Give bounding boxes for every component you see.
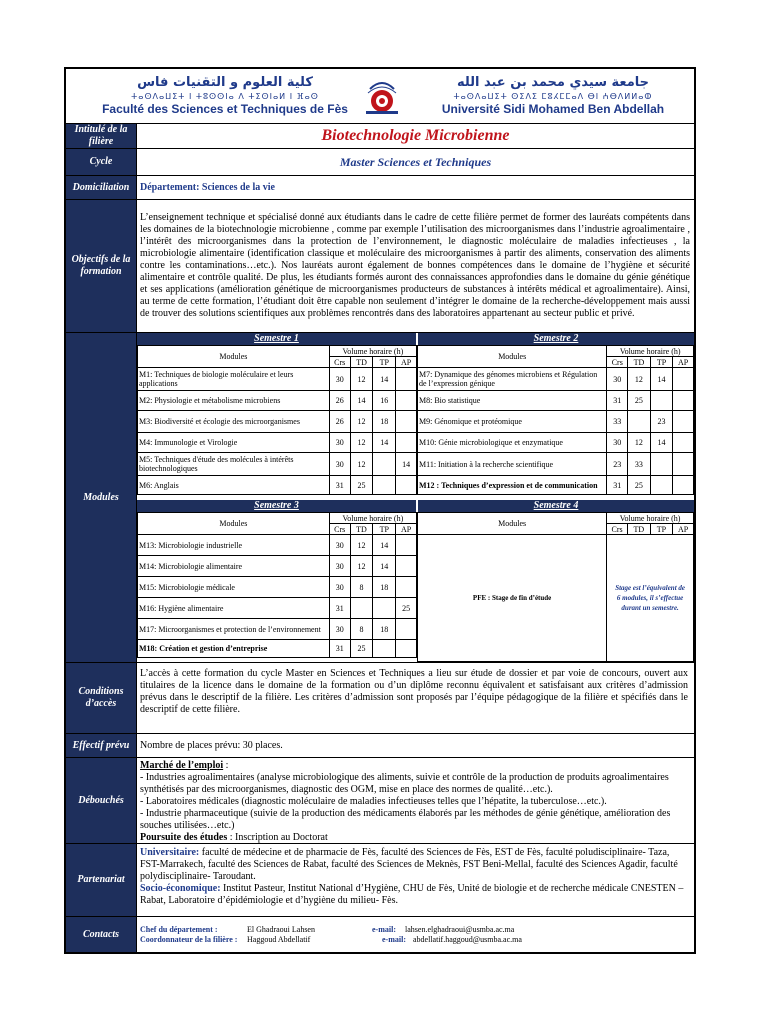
module-name: M3: Biodiversité et écologie des microorganismes [138, 411, 330, 433]
faculty-tifinagh-name: ⵜⴰⵙⴷⴰⵡⵉⵜ ⵏ ⵜⵓⵙⵙⵏⴰ ⴷ ⵜⵉⵙⵏⴰⵍ ⵏ ⴼⴰⵙ [131, 92, 319, 101]
table-row [138, 556, 417, 577]
table-row [138, 391, 417, 411]
module-ap-hours [396, 577, 417, 598]
cycle-value: Master Sciences et Techniques [339, 155, 492, 169]
s2-tp-header: TP [650, 357, 673, 368]
module-name: M12 : Techniques d’expression et de communication [418, 476, 607, 495]
row-objectifs [66, 199, 694, 332]
row-partenariat [66, 843, 694, 916]
module-name: M1: Techniques de biologie moléculaire et leurs applications [138, 368, 330, 391]
module-name: M13: Microbiologie industrielle [138, 535, 330, 556]
module-crs-hours: 23 [607, 453, 628, 476]
module-tp-hours: 14 [650, 433, 673, 453]
module-ap-hours [673, 411, 694, 433]
module-tp-hours: 14 [373, 368, 396, 391]
module-tp-hours: 14 [373, 535, 396, 556]
module-ap-hours [396, 476, 417, 495]
module-name: M8: Bio statistique [418, 391, 607, 411]
module-tp-hours: 14 [373, 556, 396, 577]
contact-chef-email[interactable]: lahsen.elghadraoui@usmba.ac.ma [405, 925, 515, 934]
module-td-hours: 25 [350, 476, 373, 495]
semester-4-title: Semestre 4 [418, 500, 694, 512]
module-name: M4: Immunologie et Virologie [138, 433, 330, 453]
partenariat-univ-text: faculté de médecine et de pharmacie de Fès, faculté des Sciences de Fès, EST de Fès, faculté poludisciplinaire- Taza, FST-Marrakech, faculté des Sciences de Rabat, faculté des Sciences de Meknès, FST Beni-Mellal, faculté des Sciences Agadir, faculté polydisciplinaire- Taroudant. [140, 847, 678, 882]
module-crs-hours: 26 [329, 411, 350, 433]
university-arabic-name: جامعة سيدي محمد بن عبد الله [456, 75, 650, 90]
label-filiere: Intitulé de la filière [66, 124, 137, 148]
partenariat-socio-title: Socio-économique: [140, 883, 221, 894]
module-name: M14: Microbiologie alimentaire [138, 556, 330, 577]
module-td-hours [628, 411, 651, 433]
module-td-hours: 12 [628, 433, 651, 453]
module-ap-hours [673, 453, 694, 476]
s3-ap-header: AP [396, 524, 417, 535]
debouches-marche-title: Marché de l’emploi [140, 760, 224, 771]
table-row [418, 368, 694, 391]
filiere-title: Biotechnologie Microbienne [321, 127, 510, 144]
module-crs-hours: 30 [329, 556, 350, 577]
s1-modules-header: Modules [138, 346, 330, 368]
table-row [418, 391, 694, 411]
module-td-hours [350, 598, 373, 619]
contact-chef-email-label: e-mail: [372, 925, 396, 934]
module-td-hours: 12 [350, 535, 373, 556]
module-tp-hours [373, 476, 396, 495]
row-domiciliation [66, 175, 694, 199]
s4-stage-note: Stage est l’équivalent de 6 modules, il s’effectue durant un semestre. [615, 584, 685, 612]
s3-volume-header: Volume horaire (h) [329, 513, 416, 524]
module-td-hours: 25 [350, 640, 373, 658]
module-crs-hours: 30 [607, 368, 628, 391]
university-latin-name: Université Sidi Mohamed Ben Abdellah [441, 102, 665, 116]
table-row [418, 433, 694, 453]
table-row [418, 476, 694, 495]
s4-td-header: TD [627, 524, 650, 535]
module-tp-hours [650, 453, 673, 476]
module-tp-hours [650, 391, 673, 411]
label-cycle: Cycle [66, 149, 137, 175]
module-td-hours: 12 [350, 433, 373, 453]
debouches-item-2: - Laboratoires médicales (diagnostic moléculaire de maladies infectieuses telles que l’hépatite, la tuberculose…etc.). [140, 796, 607, 807]
module-td-hours: 25 [628, 391, 651, 411]
label-modules: Modules [66, 333, 137, 662]
s3-tp-header: TP [373, 524, 396, 535]
table-row [138, 535, 417, 556]
row-filiere [66, 123, 694, 148]
label-objectifs: Objectifs de la formation [66, 200, 137, 332]
label-contacts: Contacts [66, 917, 137, 952]
module-crs-hours: 31 [607, 391, 628, 411]
s1-volume-header: Volume horaire (h) [329, 346, 416, 357]
module-name: M9: Génomique et protéomique [418, 411, 607, 433]
domiciliation-value: Département: Sciences de la vie [140, 181, 275, 193]
s3-modules-header: Modules [138, 513, 330, 535]
semester-2-title: Semestre 2 [418, 333, 694, 345]
table-row [418, 453, 694, 476]
semester-3-title: Semestre 3 [137, 500, 416, 512]
module-ap-hours [396, 391, 417, 411]
s2-td-header: TD [628, 357, 651, 368]
debouches-poursuite-title: Poursuite des études [140, 832, 228, 843]
module-crs-hours: 31 [329, 476, 350, 495]
module-tp-hours: 14 [373, 433, 396, 453]
s4-pfe: PFE : Stage de fin d’étude [472, 594, 552, 602]
s4-crs-header: Crs [607, 524, 628, 535]
module-tp-hours: 16 [373, 391, 396, 411]
fst-fes-logo-text [90, 75, 360, 116]
contact-chef-name: El Ghadraoui Lahsen [247, 925, 315, 934]
semester-1-title: Semestre 1 [137, 333, 416, 345]
semester-1-table [137, 345, 417, 495]
s1-tp-header: TP [373, 357, 396, 368]
label-domiciliation: Domiciliation [66, 176, 137, 199]
module-crs-hours: 30 [329, 433, 350, 453]
table-row [138, 619, 417, 640]
module-ap-hours [396, 535, 417, 556]
debouches-item-1: - Industries agroalimentaires (analyse microbiologique des aliments, suivie et contrôle de la production de produits agroalimentaires synthétisés par des microorganismes, diagnostic des OGM, mise en place des normes de qualité…etc.). [140, 772, 669, 795]
module-name: M10: Génie microbiologique et enzymatique [418, 433, 607, 453]
s1-td-header: TD [350, 357, 373, 368]
label-debouches: Débouchés [66, 758, 137, 843]
row-effectif [66, 733, 694, 757]
table-row [138, 577, 417, 598]
module-tp-hours [650, 476, 673, 495]
module-td-hours: 33 [628, 453, 651, 476]
debouches-marche-colon: : [223, 760, 229, 771]
partenariat-socio-text: Institut Pasteur, Institut National d’Hygiène, CHU de Fès, Unité de biologie et de recherche médicale CNESTEN – Rabat, Laboratoire d’épidémiologie et d’hygiène du milieu- Fès. [140, 883, 684, 906]
module-name: M11: Initiation à la recherche scientifique [418, 453, 607, 476]
semester-3-table [137, 512, 417, 658]
module-ap-hours [673, 476, 694, 495]
module-crs-hours: 30 [329, 453, 350, 476]
module-ap-hours [673, 433, 694, 453]
semester-4-table [417, 512, 694, 662]
module-tp-hours [373, 453, 396, 476]
module-ap-hours: 25 [396, 598, 417, 619]
module-td-hours: 25 [628, 476, 651, 495]
module-ap-hours [396, 640, 417, 658]
document-frame [64, 67, 696, 954]
module-td-hours: 12 [350, 368, 373, 391]
s2-modules-header: Modules [418, 346, 607, 368]
module-td-hours: 12 [350, 453, 373, 476]
s2-crs-header: Crs [607, 357, 628, 368]
partenariat-univ-title: Universitaire: [140, 847, 200, 858]
university-emblem-icon [362, 75, 402, 117]
module-crs-hours: 30 [329, 535, 350, 556]
module-ap-hours [396, 556, 417, 577]
s4-volume-header: Volume horaire (h) [607, 513, 694, 524]
module-name: M7: Dynamique des génomes microbiens et Régulation de l’expression génique [418, 368, 607, 391]
s4-modules-header: Modules [418, 513, 607, 535]
s2-ap-header: AP [673, 357, 694, 368]
module-ap-hours: 14 [396, 453, 417, 476]
semester-2-table [417, 345, 694, 495]
module-crs-hours: 30 [329, 619, 350, 640]
module-crs-hours: 33 [607, 411, 628, 433]
table-row [138, 598, 417, 619]
table-row [138, 640, 417, 658]
module-crs-hours: 31 [607, 476, 628, 495]
row-modules [66, 332, 694, 662]
module-td-hours: 12 [350, 556, 373, 577]
s1-crs-header: Crs [329, 357, 350, 368]
module-ap-hours [396, 433, 417, 453]
module-name: M5: Techniques d'étude des molécules à intérêts biotechnologiques [138, 453, 330, 476]
module-crs-hours: 30 [329, 577, 350, 598]
module-td-hours: 14 [350, 391, 373, 411]
debouches-item-3: - Industrie pharmaceutique (suivie de la production des médicaments élaborés par les méthodes de génie génétique, amélioration des souches utilisées…etc.) [140, 808, 671, 831]
module-name: M2: Physiologie et métabolisme microbiens [138, 391, 330, 411]
row-cycle [66, 148, 694, 175]
module-tp-hours [373, 640, 396, 658]
s3-td-header: TD [350, 524, 373, 535]
table-row [138, 453, 417, 476]
module-crs-hours: 31 [329, 640, 350, 658]
module-ap-hours [673, 391, 694, 411]
s4-tp-header: TP [650, 524, 673, 535]
module-ap-hours [396, 368, 417, 391]
module-td-hours: 12 [350, 411, 373, 433]
row-contacts [66, 916, 694, 952]
row-conditions [66, 662, 694, 733]
objectifs-text: L’enseignement technique et spécialisé donné aux étudiants dans le cadre de cette filière permet de former des lauréats compétents dans les domaines de la biotechnologie microbienne , comme par exemple l’utilisation des microorganismes dans l’industrie agroalimentaire , l’intérêt des microorganismes dans la protection de l’environnement, le diagnostic moléculaire de maladies infectieuses , la microbiologie alimentaire (identification classique et moléculaire des microorganismes à partir des aliments, conservation des aliments contre les contaminations…etc.). Nos lauréats auront également de bonnes compétences dans le domaine de l’hygiène et sécurité alimentaire et contrôle qualité. De plus, les étudiants formés auront des connaissances approfondies dans le domaine du génie génétique et ses applications (amélioration génétique de microorganismes producteurs de substances à intérêts médical et agroalimentaire). Ainsi, au terme de cette formation, l’étudiant doit être capable non seulement d’intégrer le domaine de la recherche-développement mais aussi de trouver des solutions scientifiques aux problèmes rencontrés dans des laboratoires appartenant au secteur public et privé. [140, 212, 690, 319]
usmba-logo-text [428, 75, 678, 116]
row-debouches [66, 757, 694, 843]
module-tp-hours: 18 [373, 577, 396, 598]
module-tp-hours: 18 [373, 619, 396, 640]
table-row [138, 476, 417, 495]
s1-ap-header: AP [396, 357, 417, 368]
table-row [138, 411, 417, 433]
module-name: M15: Microbiologie médicale [138, 577, 330, 598]
page-header [66, 69, 694, 123]
module-crs-hours: 26 [329, 391, 350, 411]
module-name: M17: Microorganismes et protection de l’environnement [138, 619, 330, 640]
faculty-latin-name: Faculté des Sciences et Techniques de Fès [102, 102, 348, 116]
contact-chef-label: Chef du département : [140, 925, 218, 934]
contact-coord-email-label: e-mail: [382, 935, 406, 944]
faculty-arabic-name: كلية العلوم و التقنيات فاس [137, 75, 313, 90]
s3-crs-header: Crs [329, 524, 350, 535]
module-name: M18: Création et gestion d’entreprise [138, 640, 330, 658]
module-td-hours: 8 [350, 577, 373, 598]
module-tp-hours: 14 [650, 368, 673, 391]
module-crs-hours: 30 [329, 368, 350, 391]
table-row [138, 368, 417, 391]
s2-volume-header: Volume horaire (h) [607, 346, 694, 357]
module-tp-hours: 18 [373, 411, 396, 433]
module-ap-hours [396, 411, 417, 433]
module-crs-hours: 31 [329, 598, 350, 619]
module-tp-hours [373, 598, 396, 619]
table-row [418, 411, 694, 433]
module-name: M16: Hygiène alimentaire [138, 598, 330, 619]
label-effectif: Effectif prévu [66, 734, 137, 757]
module-name: M6: Anglais [138, 476, 330, 495]
debouches-poursuite-text: : Inscription au Doctorat [227, 832, 328, 843]
module-ap-hours [396, 619, 417, 640]
label-partenariat: Partenariat [66, 844, 137, 916]
module-ap-hours [673, 368, 694, 391]
module-crs-hours: 30 [607, 433, 628, 453]
module-td-hours: 12 [628, 368, 651, 391]
s4-ap-header: AP [673, 524, 694, 535]
contact-coord-label: Coordonnateur de la filière : [140, 935, 238, 944]
conditions-text: L’accès à cette formation du cycle Master en Sciences et Techniques a lieu sur étude de dossier et par voie de concours, ouvert aux titulaires de la licence dans le domaine de la formation ou d’un diplôme reconnu équivalent et satisfaisant aux critères d’admission prévus dans le descriptif de la filière. Les critères d’admission sont proposés par l’équipe pédagogique de la filière et spécifiés dans le descriptif de cette filière. [140, 668, 688, 715]
table-row [138, 433, 417, 453]
contact-coord-name: Haggoud Abdellatif [247, 935, 311, 944]
module-td-hours: 8 [350, 619, 373, 640]
effectif-text: Nombre de places prévu: 30 places. [140, 739, 283, 751]
module-tp-hours: 23 [650, 411, 673, 433]
university-tifinagh-name: ⵜⴰⵙⴷⴰⵡⵉⵜ ⵙⵉⴷⵉ ⵎⵓⵃⵎⵎⴰⴷ ⴱⵏ ⵄⴱⴷⵍⵍⴰⵀ [453, 92, 653, 101]
contact-coord-email[interactable]: abdellatif.haggoud@usmba.ac.ma [413, 935, 522, 944]
label-conditions: Conditions d’accès [66, 663, 137, 733]
